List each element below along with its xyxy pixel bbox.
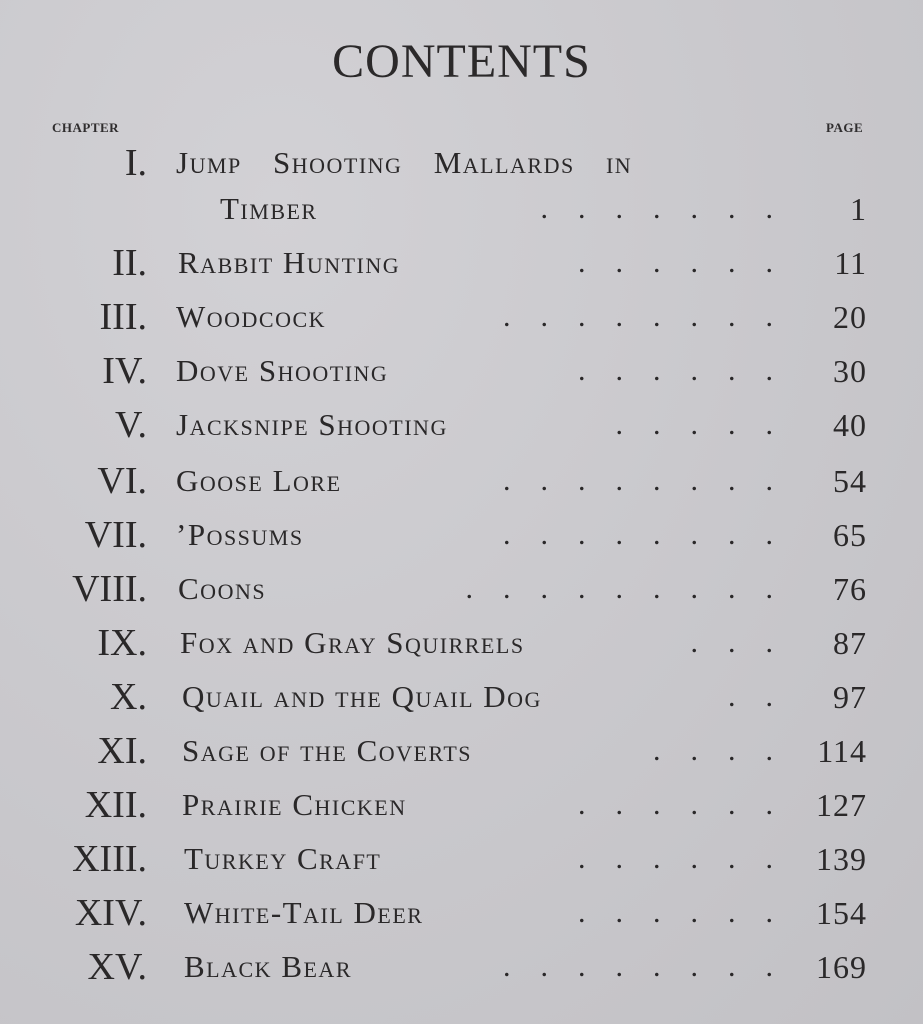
chapter-title: ’Possums <box>176 517 304 552</box>
dot-leader: . . . . . <box>615 408 773 441</box>
dot-leader: . . . . . . . <box>540 192 773 225</box>
chapter-column-header: CHAPTER <box>52 120 120 135</box>
toc-entry-continuation <box>0 186 923 232</box>
chapter-title: White-Tail Deer <box>184 895 424 930</box>
chapter-title: Rabbit Hunting <box>178 245 401 280</box>
chapter-title: Coons <box>178 571 267 606</box>
dot-leader: . . . . . . <box>578 788 773 821</box>
page-title: CONTENTS <box>332 35 591 88</box>
page-column-header: PAGE <box>826 120 864 135</box>
dot-leader: . . . . . . <box>578 842 773 875</box>
chapter-number: XIV. <box>74 892 147 934</box>
page-number: 65 <box>833 517 867 553</box>
chapter-title: Turkey Craft <box>184 841 382 876</box>
page-number: 54 <box>833 463 867 499</box>
toc-entry <box>0 240 923 286</box>
toc-entry <box>0 674 923 720</box>
chapter-number: VI. <box>97 460 147 502</box>
page-number: 76 <box>833 571 867 607</box>
dot-leader: . . . . . . <box>578 354 773 387</box>
page-number: 20 <box>833 299 867 335</box>
chapter-title: Black Bear <box>184 949 352 984</box>
chapter-title: Dove Shooting <box>176 353 389 388</box>
page-number: 154 <box>816 895 867 931</box>
chapter-number: IX. <box>97 622 147 664</box>
page-number: 97 <box>833 679 867 715</box>
page-number: 30 <box>833 353 867 389</box>
chapter-title: Quail and the Quail Dog <box>182 679 542 714</box>
page-number: 87 <box>833 625 867 661</box>
chapter-number: V. <box>114 404 147 446</box>
chapter-title: Woodcock <box>176 299 327 334</box>
chapter-number: XV. <box>87 946 147 988</box>
toc-entry <box>0 782 923 828</box>
chapter-title: Jacksnipe Shooting <box>176 407 448 442</box>
chapter-number: VIII. <box>72 568 147 610</box>
chapter-title: Sage of the Coverts <box>182 733 473 768</box>
toc-entry <box>0 348 923 394</box>
chapter-number: II. <box>112 242 147 284</box>
page-number: 127 <box>816 787 867 823</box>
dot-leader: . . . . . . <box>578 246 773 279</box>
page-number: 11 <box>834 245 867 281</box>
chapter-title-line2: Timber <box>220 191 318 226</box>
dot-leader: . . . . . . . . <box>503 950 773 983</box>
chapter-number: XIII. <box>72 838 147 880</box>
toc-entry <box>0 890 923 936</box>
dot-leader: . . . . . . . . <box>503 518 773 551</box>
chapter-number: X. <box>110 676 147 718</box>
dot-leader: . . . . . . <box>578 896 773 929</box>
page-number: 40 <box>833 407 867 443</box>
chapter-number: XI. <box>97 730 147 772</box>
chapter-number: VII. <box>84 514 147 556</box>
chapter-number: IV. <box>102 350 147 392</box>
chapter-number: XII. <box>84 784 147 826</box>
toc-entry <box>0 458 923 504</box>
toc-entry <box>0 566 923 612</box>
toc-entry <box>0 294 923 340</box>
chapter-number: I. <box>124 142 147 184</box>
chapter-number: III. <box>99 296 147 338</box>
toc-entry <box>0 836 923 882</box>
toc-entry <box>0 728 923 774</box>
toc-entry <box>0 620 923 666</box>
page-number: 139 <box>816 841 867 877</box>
page-number: 1 <box>850 191 867 227</box>
toc-entry <box>0 402 923 448</box>
page-number: 114 <box>817 733 867 769</box>
page-number: 169 <box>816 949 867 985</box>
dot-leader: . . <box>728 680 773 713</box>
dot-leader: . . . . . . . . <box>503 300 773 333</box>
chapter-title: Goose Lore <box>176 463 342 498</box>
dot-leader: . . . . . . . . <box>503 464 773 497</box>
toc-entry <box>0 140 923 186</box>
chapter-title: Prairie Chicken <box>182 787 407 822</box>
toc-entry <box>0 944 923 990</box>
chapter-title-line1: Jump Shooting Mallards in <box>176 145 633 180</box>
dot-leader: . . . . . . . . . <box>465 572 773 605</box>
chapter-title: Fox and Gray Squirrels <box>180 625 525 660</box>
dot-leader: . . . <box>690 626 773 659</box>
toc-entry <box>0 512 923 558</box>
dot-leader: . . . . <box>653 734 773 767</box>
